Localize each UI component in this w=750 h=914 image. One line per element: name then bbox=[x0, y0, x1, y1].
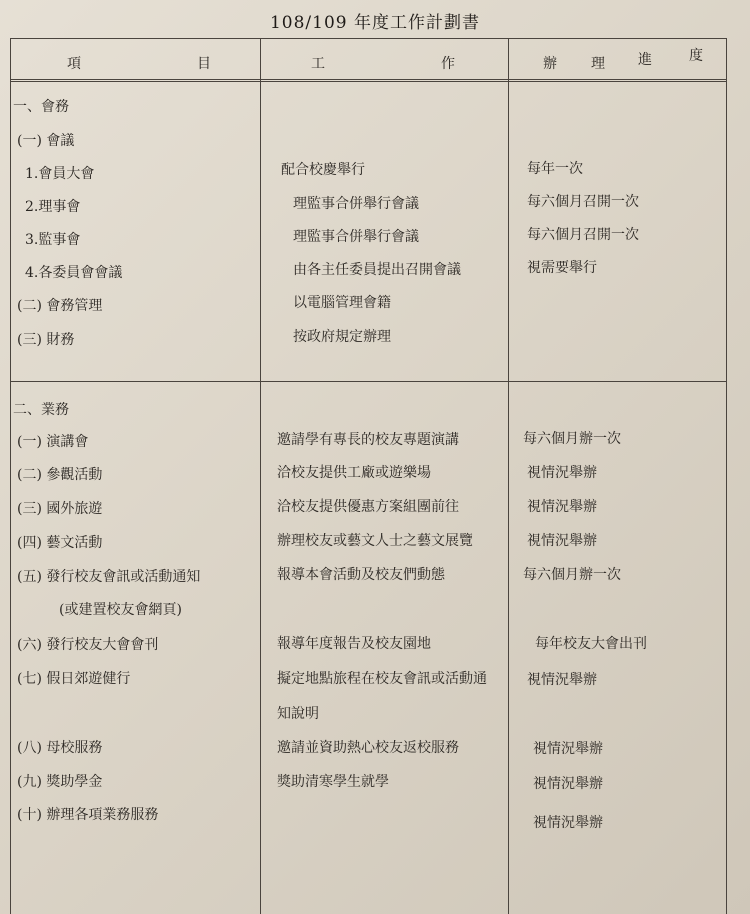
work-cell: 理監事合併舉行會議 bbox=[293, 196, 419, 212]
work-plan-table bbox=[10, 38, 727, 914]
work-cell-continued: 知說明 bbox=[277, 706, 319, 722]
progress-cell: 視需要舉行 bbox=[527, 260, 597, 276]
work-cell: 報導年度報告及校友園地 bbox=[277, 636, 431, 652]
work-cell: 獎助清寒學生就學 bbox=[277, 774, 389, 790]
progress-cell: 每六個月召開一次 bbox=[527, 194, 639, 210]
work-cell: 報導本會活動及校友們動態 bbox=[277, 567, 445, 583]
section-separator bbox=[11, 381, 726, 382]
progress-cell: 視情況舉辦 bbox=[533, 815, 603, 831]
work-cell: 擬定地點旅程在校友會訊或活動通 bbox=[277, 671, 487, 687]
work-cell: 洽校友提供優惠方案組團前往 bbox=[277, 499, 459, 515]
work-cell: 以電腦管理會籍 bbox=[293, 295, 391, 311]
work-cell: 配合校慶舉行 bbox=[281, 162, 365, 178]
progress-cell: 每六個月召開一次 bbox=[527, 227, 639, 243]
header-work-char-2: 作 bbox=[441, 56, 455, 72]
work-cell: 由各主任委員提出召開會議 bbox=[293, 262, 461, 278]
header-progress-char-1: 辦 bbox=[543, 56, 557, 72]
work-cell: 辦理校友或藝文人士之藝文展覽 bbox=[277, 533, 473, 549]
header-work-char-1: 工 bbox=[311, 56, 325, 72]
work-cell: 洽校友提供工廠或遊樂場 bbox=[277, 465, 431, 481]
item-cell: (四) 藝文活動 bbox=[17, 535, 103, 551]
header-progress-char-3: 進 bbox=[638, 52, 652, 68]
work-cell: 理監事合併舉行會議 bbox=[293, 229, 419, 245]
progress-cell: 視情況舉辦 bbox=[527, 465, 597, 481]
progress-cell: 視情況舉辦 bbox=[527, 533, 597, 549]
progress-cell: 視情況舉辦 bbox=[533, 741, 603, 757]
item-cell: 1.會員大會 bbox=[25, 166, 95, 182]
item-cell: (十) 辦理各項業務服務 bbox=[17, 807, 159, 823]
item-cell: (一) 會議 bbox=[17, 133, 75, 149]
progress-cell: 每六個月辦一次 bbox=[523, 431, 621, 447]
item-cell: 2.理事會 bbox=[25, 199, 81, 215]
item-cell: (七) 假日郊遊健行 bbox=[17, 671, 131, 687]
item-cell: (九) 獎助學金 bbox=[17, 774, 103, 790]
header-progress-char-2: 理 bbox=[591, 56, 605, 72]
header-item-char-2: 目 bbox=[197, 56, 211, 72]
progress-cell: 每六個月辦一次 bbox=[523, 567, 621, 583]
work-cell: 邀請並資助熱心校友返校服務 bbox=[277, 740, 459, 756]
item-cell: (一) 演講會 bbox=[17, 434, 89, 450]
header-separator bbox=[11, 79, 726, 82]
item-cell: (三) 國外旅遊 bbox=[17, 501, 103, 517]
progress-cell: 視情況舉辦 bbox=[527, 499, 597, 515]
section-heading-affairs: 一、會務 bbox=[13, 99, 69, 115]
item-cell: 3.監事會 bbox=[25, 232, 81, 248]
work-cell: 按政府規定辦理 bbox=[293, 329, 391, 345]
item-cell-continued: (或建置校友會網頁) bbox=[59, 602, 182, 618]
item-cell: 4.各委員會會議 bbox=[25, 265, 123, 281]
section-heading-business: 二、業務 bbox=[13, 402, 69, 418]
item-cell: (八) 母校服務 bbox=[17, 740, 103, 756]
progress-cell: 每年校友大會出刊 bbox=[535, 636, 647, 652]
item-cell: (二) 參觀活動 bbox=[17, 467, 103, 483]
progress-cell: 視情況舉辦 bbox=[533, 776, 603, 792]
progress-cell: 視情況舉辦 bbox=[527, 672, 597, 688]
header-item-char-1: 項 bbox=[67, 56, 81, 72]
item-cell: (五) 發行校友會訊或活動通知 bbox=[17, 569, 201, 585]
document-title: 108/109 年度工作計劃書 bbox=[269, 13, 481, 33]
item-cell: (二) 會務管理 bbox=[17, 298, 103, 314]
progress-cell: 每年一次 bbox=[527, 161, 583, 177]
column-divider-1 bbox=[260, 39, 261, 914]
item-cell: (六) 發行校友大會會刊 bbox=[17, 637, 159, 653]
header-progress-char-4: 度 bbox=[689, 48, 703, 64]
column-divider-2 bbox=[508, 39, 509, 914]
work-cell: 邀請學有專長的校友專題演講 bbox=[277, 432, 459, 448]
item-cell: (三) 財務 bbox=[17, 332, 75, 348]
